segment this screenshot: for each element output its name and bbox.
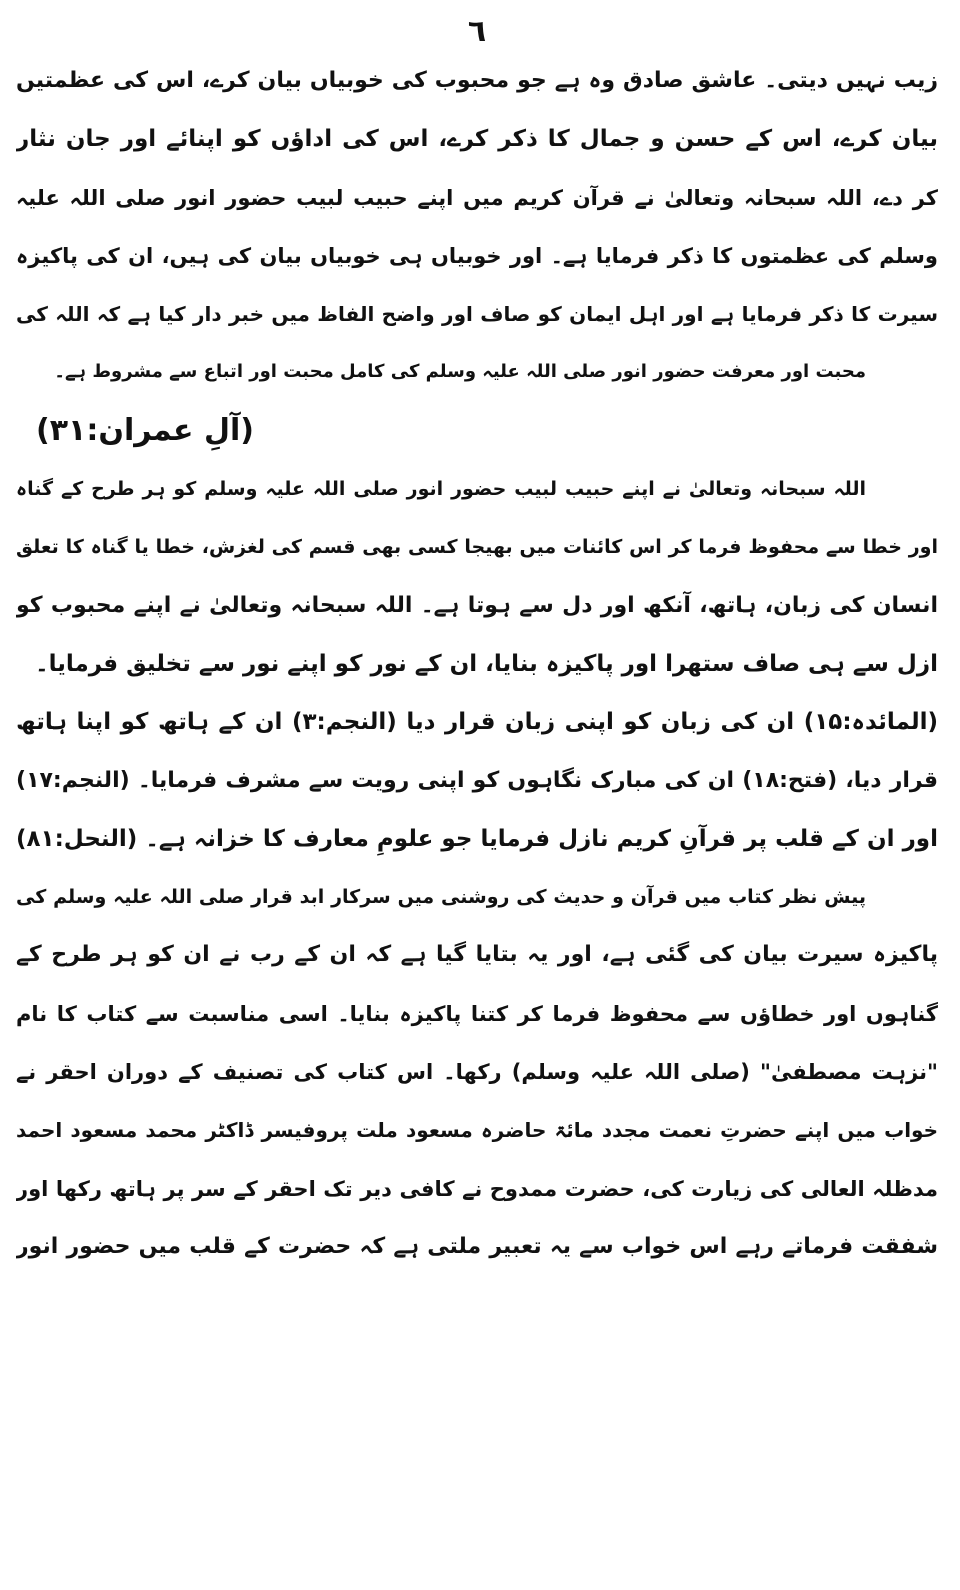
text-line: مدظلہ العالی کی زیارت کی، حضرت ممدوح نے کافی دیر تک احقر کے سر پر ہاتھ رکھا اور (16, 1176, 938, 1201)
text-line: "نزہت مصطفیٰ" (صلی اللہ علیہ وسلم) رکھا۔ اس کتاب کی تصنیف کے دوران احقر نے (16, 1060, 938, 1085)
quran-reference: (آلِ عمران:۳۱) (36, 412, 254, 448)
text-line: وسلم کی عظمتوں کا ذکر فرمایا ہے۔ اور خوبیاں ہی خوبیاں بیان کی ہیں، ان کی پاکیزہ (16, 243, 938, 268)
text-line: قرار دیا، (فتح:۱۸) ان کی مبارک نگاہوں کو اپنی رویت سے مشرف فرمایا۔ (النجم:۱۷) (16, 767, 938, 793)
text-line: اور خطا سے محفوظ فرما کر اس کائنات میں بھیجا کسی بھی قسم کی لغزش، خطا یا گناہ کا تعلق (16, 536, 938, 559)
text-line: پاکیزہ سیرت بیان کی گئی ہے، اور یہ بتایا گیا ہے کہ ان کے رب نے ان کو ہر طرح کے (16, 942, 938, 968)
text-line: شفقت فرماتے رہے اس خواب سے یہ تعبیر ملتی ہے کہ حضرت کے قلب میں حضور انور (16, 1233, 938, 1259)
text-line: سیرت کا ذکر فرمایا ہے اور اہل ایمان کو صاف اور واضح الفاظ میں خبر دار کیا ہے کہ اللہ کی (16, 302, 938, 327)
page-number: ٦ (467, 14, 487, 49)
text-line: انسان کی زبان، ہاتھ، آنکھ اور دل سے ہوتا ہے۔ اللہ سبحانہ وتعالیٰ نے اپنے محبوب کو (16, 592, 938, 618)
text-line: (المائدہ:۱۵) ان کی زبان کو اپنی زبان قرار دیا (النجم:۳) ان کے ہاتھ کو اپنا ہاتھ (16, 709, 938, 736)
text-line: اور ان کے قلب پر قرآنِ کریم نازل فرمایا جو علومِ معارف کا خزانہ ہے۔ (النحل:۸۱) (16, 825, 938, 852)
body-text (16, 52, 938, 1276)
text-line: گناہوں اور خطاؤں سے محفوظ فرما کر کتنا پاکیزہ بنایا۔ اسی مناسبت سے کتاب کا نام (16, 1001, 938, 1026)
text-line: ازل سے ہی صاف ستھرا اور پاکیزہ بنایا، ان کے نور کو اپنے نور سے تخلیق فرمایا۔ (35, 650, 938, 677)
text-line: محبت اور معرفت حضور انور صلی اللہ علیہ وسلم کی کامل محبت اور اتباع سے مشروط ہے۔ (54, 361, 866, 383)
text-line: خواب میں اپنے حضرتِ نعمت مجدد مائۃ حاضرہ مسعود ملت پروفیسر ڈاکٹر محمد مسعود احمد (16, 1118, 938, 1143)
text-line: زیب نہیں دیتی۔ عاشق صادق وہ ہے جو محبوب کی خوبیاں بیان کرے، اس کی عظمتیں (16, 68, 938, 93)
text-line: کر دے، اللہ سبحانہ وتعالیٰ نے قرآن کریم میں اپنے حبیب لبیب حضور انور صلی اللہ علیہ (16, 185, 938, 210)
text-line: اللہ سبحانہ وتعالیٰ نے اپنے حبیب لبیب حضور انور صلی اللہ علیہ وسلم کو ہر طرح کے گناہ (16, 478, 866, 501)
text-line: پیش نظر کتاب میں قرآن و حدیث کی روشنی میں سرکار ابد قرار صلی اللہ علیہ وسلم کی (16, 886, 866, 909)
text-line: بیان کرے، اس کے حسن و جمال کا ذکر کرے، اس کی اداؤں کو اپنائے اور جان نثار (16, 126, 938, 153)
